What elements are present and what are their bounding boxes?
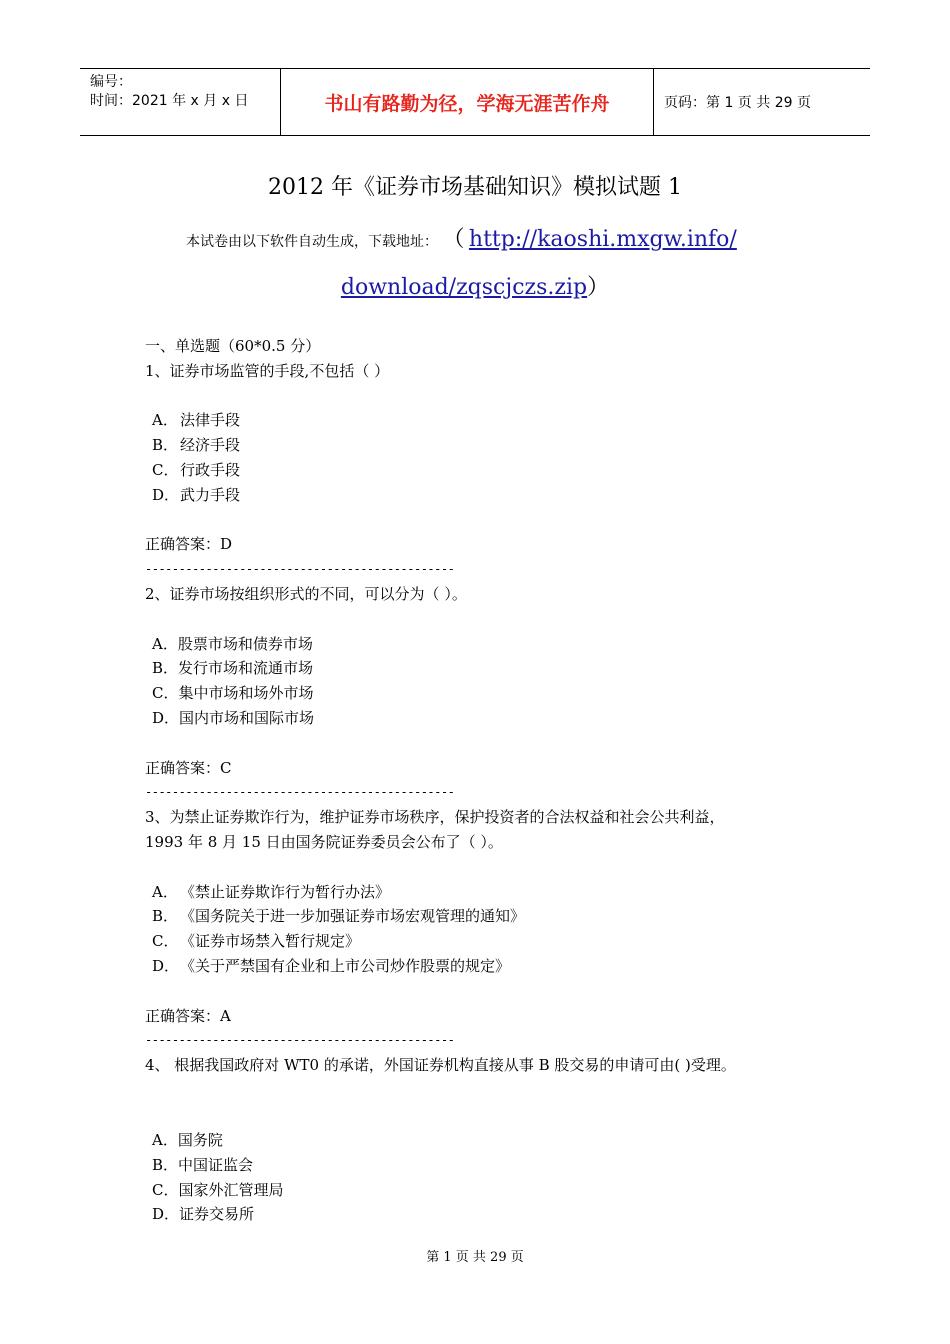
document-title: 2012 年《证券市场基础知识》模拟试题 1: [268, 175, 682, 200]
question-1-option-a: A． 法律手段: [152, 411, 241, 430]
question-1-option-c: C． 行政手段: [152, 460, 241, 479]
header-meta-cell: [80, 69, 281, 135]
page-info: 页码：第 1 页 共 29 页: [664, 95, 811, 111]
time-label: 时间：2021 年 x 月 x 日: [90, 93, 249, 109]
separator: ----------------------------------------------: [145, 1033, 455, 1048]
question-4-option-d: D．证券交易所: [152, 1205, 255, 1224]
question-2-option-d: D．国内市场和国际市场: [152, 708, 315, 727]
header-page-cell: [654, 69, 870, 135]
download-link-part2[interactable]: download/zqscjczs.zip: [340, 275, 588, 300]
question-2-stem: 2、证券市场按组织形式的不同，可以分为（ ）。: [145, 584, 467, 603]
question-3-stem-line-1: 3、为禁止证券欺诈行为，维护证券市场秩序，保护投资者的合法权益和社会公共利益，: [145, 808, 725, 827]
source-prefix: 本试卷由以下软件自动生成，下载地址：: [186, 234, 438, 250]
number-label: 编号：: [90, 74, 132, 90]
separator: ----------------------------------------------: [145, 562, 455, 577]
header-table: [80, 68, 870, 136]
source-line-1: [186, 222, 737, 253]
exam-body: [145, 334, 825, 1227]
download-link-part1[interactable]: http://kaoshi.mxgw.info/: [468, 227, 737, 252]
question-4-option-c: C．国家外汇管理局: [152, 1180, 284, 1199]
source-close-paren: ）: [587, 275, 610, 300]
question-3-option-b: B． 《国务院关于进一步加强证券市场宏观管理的通知》: [152, 907, 526, 926]
question-3-stem-line-2: 1993 年 8 月 15 日由国务院证券委员会公布了（ ）。: [145, 832, 503, 851]
question-1-option-b: B． 经济手段: [152, 436, 241, 455]
source-open-paren: （: [442, 227, 465, 252]
motto: 书山有路勤为径，学海无涯苦作舟: [324, 92, 610, 115]
question-1-stem: 1、证券市场监管的手段,不包括（ ）: [145, 361, 390, 380]
question-2-option-a: A．股票市场和债券市场: [152, 634, 313, 653]
separator: ----------------------------------------------: [145, 785, 455, 800]
page-footer: 第 1 页 共 29 页: [426, 1250, 524, 1265]
question-4-option-b: B．中国证监会: [152, 1155, 254, 1174]
question-4-stem: 4、 根据我国政府对 WT0 的承诺，外国证券机构直接从事 B 股交易的申请可由( )受理。: [145, 1056, 736, 1075]
section-title: 一、单选题（60*0.5 分）: [145, 337, 321, 355]
header-motto-cell: [281, 69, 654, 135]
question-1-option-d: D．武力手段: [152, 485, 241, 504]
question-1-answer: 正确答案：D: [145, 535, 233, 554]
question-3-option-c: C． 《证券市场禁入暂行规定》: [152, 932, 361, 951]
question-2-option-c: C．集中市场和场外市场: [152, 684, 314, 703]
question-3-answer: 正确答案：A: [145, 1006, 231, 1025]
question-2-option-b: B．发行市场和流通市场: [152, 659, 314, 678]
question-3-option-d: D．《关于严禁国有企业和上市公司炒作股票的规定》: [152, 956, 511, 975]
question-4-option-a: A．国务院: [152, 1130, 223, 1149]
question-2-answer: 正确答案：C: [145, 758, 232, 777]
source-line-2: [0, 270, 950, 301]
question-3-option-a: A． 《禁止证券欺诈行为暂行办法》: [152, 882, 391, 901]
